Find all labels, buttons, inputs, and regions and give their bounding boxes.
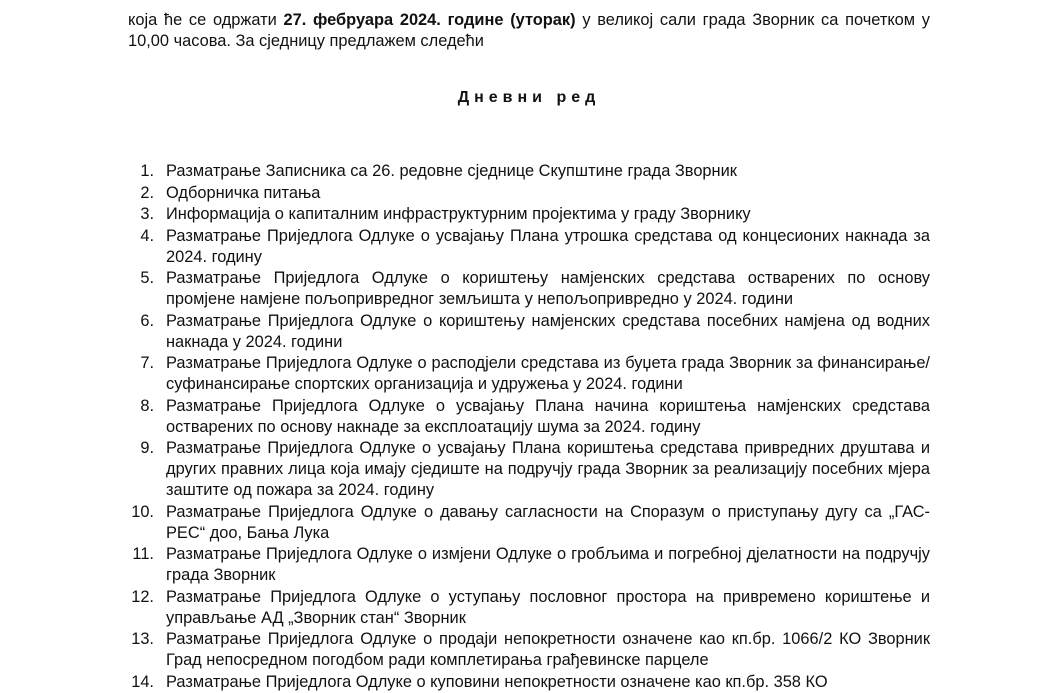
agenda-item-number: 11.: [132, 545, 154, 563]
agenda-item-number: 3.: [140, 205, 154, 223]
agenda-item-text: Разматрање Приједлога Одлуке о усвајању Плана утрошка средстава од концесионих накнада за 2024. годину: [166, 226, 930, 266]
agenda-item: [128, 226, 930, 268]
intro-tail: у великој сали града Зворник са почетком у 10,00 часова. За сједницу предлажем следећи: [128, 11, 930, 51]
agenda-item: [128, 544, 930, 586]
agenda-item: [128, 268, 930, 310]
agenda-item: [128, 204, 930, 225]
agenda-item-text: Разматрање Приједлога Одлуке о давању сагласности на Споразум о приступању дугу са „ГАС-РЕС“ доо, Бања Лука: [166, 502, 930, 542]
agenda-item-number: 12.: [131, 587, 154, 606]
intro-date: 27. фебруара 2024. године (уторак): [283, 11, 576, 30]
intro-paragraph: [128, 10, 930, 52]
agenda-item-number: 9.: [140, 439, 154, 457]
agenda-list: [128, 161, 930, 693]
agenda-item: [128, 502, 930, 544]
agenda-item-text: Разматрање Приједлога Одлуке о продаји непокретности означене као кп.бр. 1066/2 КО Зворник Град непосредном погодбом ради комплетирања грађевинске парцеле: [166, 630, 930, 669]
agenda-item-text: Разматрање Приједлога Одлуке о расподјели средстава из буџета града Зворник за финансирање/суфинансирање спортских организација и удружења у 2024. години: [166, 354, 930, 393]
agenda-item: [128, 587, 930, 629]
agenda-item-text: Информација о капиталним инфраструктурним пројектима у граду Зворнику: [166, 205, 751, 223]
agenda-item-text: Разматрање Приједлога Одлуке о кориштењу намјенских средстава остварених по основу промјене намјене пољопривредног земљишта у непољопривредно у 2024. години: [166, 269, 930, 308]
agenda-item-text: Разматрање Приједлога Одлуке о усвајању Плана кориштења средстава привредних друштава и других правних лица која имају сједиште на подручју града Зворник за реализацију посебних мјера заштите од пожара за 2024. годину: [166, 439, 930, 499]
agenda-item-text: Разматрање Записника са 26. редовне сједнице Скупштине града Зворник: [166, 162, 737, 180]
agenda-item: [128, 672, 930, 693]
agenda-item: [128, 438, 930, 501]
agenda-item-text: Разматрање Приједлога Одлуке о измјени Одлуке о гробљима и погребној дјелатности на подручју града Зворник: [166, 545, 930, 584]
agenda-item-text: Разматрање Приједлога Одлуке о усвајању Плана начина кориштења намјенских средстава остварених по основу накнаде за експлоатацију шума за 2024. годину: [166, 396, 930, 436]
agenda-item-text: Разматрање Приједлога Одлуке о куповини непокретности означене као кп.бр. 358 КО: [166, 672, 828, 691]
agenda-item-number: 13.: [131, 630, 154, 648]
agenda-item: [128, 353, 930, 395]
agenda-item-number: 4.: [140, 226, 154, 245]
intro-lead: која ће се одржати: [128, 11, 284, 30]
agenda-item-text: Одборничка питања: [166, 183, 321, 202]
agenda-item-number: 7.: [140, 354, 154, 372]
agenda-item-number: 8.: [140, 396, 154, 415]
agenda-item-number: 2.: [140, 183, 154, 202]
agenda-heading: Дневни ред: [457, 89, 601, 106]
agenda-item-number: 6.: [140, 311, 154, 330]
agenda-item-number: 5.: [140, 269, 154, 287]
agenda-item: [128, 311, 930, 353]
agenda-item: [128, 183, 930, 204]
agenda-item: [128, 629, 930, 671]
agenda-item: [128, 161, 930, 182]
agenda-item-text: Разматрање Приједлога Одлуке о кориштењу намјенских средстава посебних намјена од водних накнада у 2024. години: [166, 311, 930, 351]
agenda-item-number: 1.: [140, 162, 154, 180]
agenda-item-number: 14.: [131, 672, 154, 691]
agenda-item: [128, 396, 930, 438]
agenda-item-text: Разматрање Приједлога Одлуке о уступању пословног простора на привремено кориштење и управљање АД „Зворник стан“ Зворник: [166, 587, 930, 627]
agenda-item-number: 10.: [131, 502, 154, 521]
